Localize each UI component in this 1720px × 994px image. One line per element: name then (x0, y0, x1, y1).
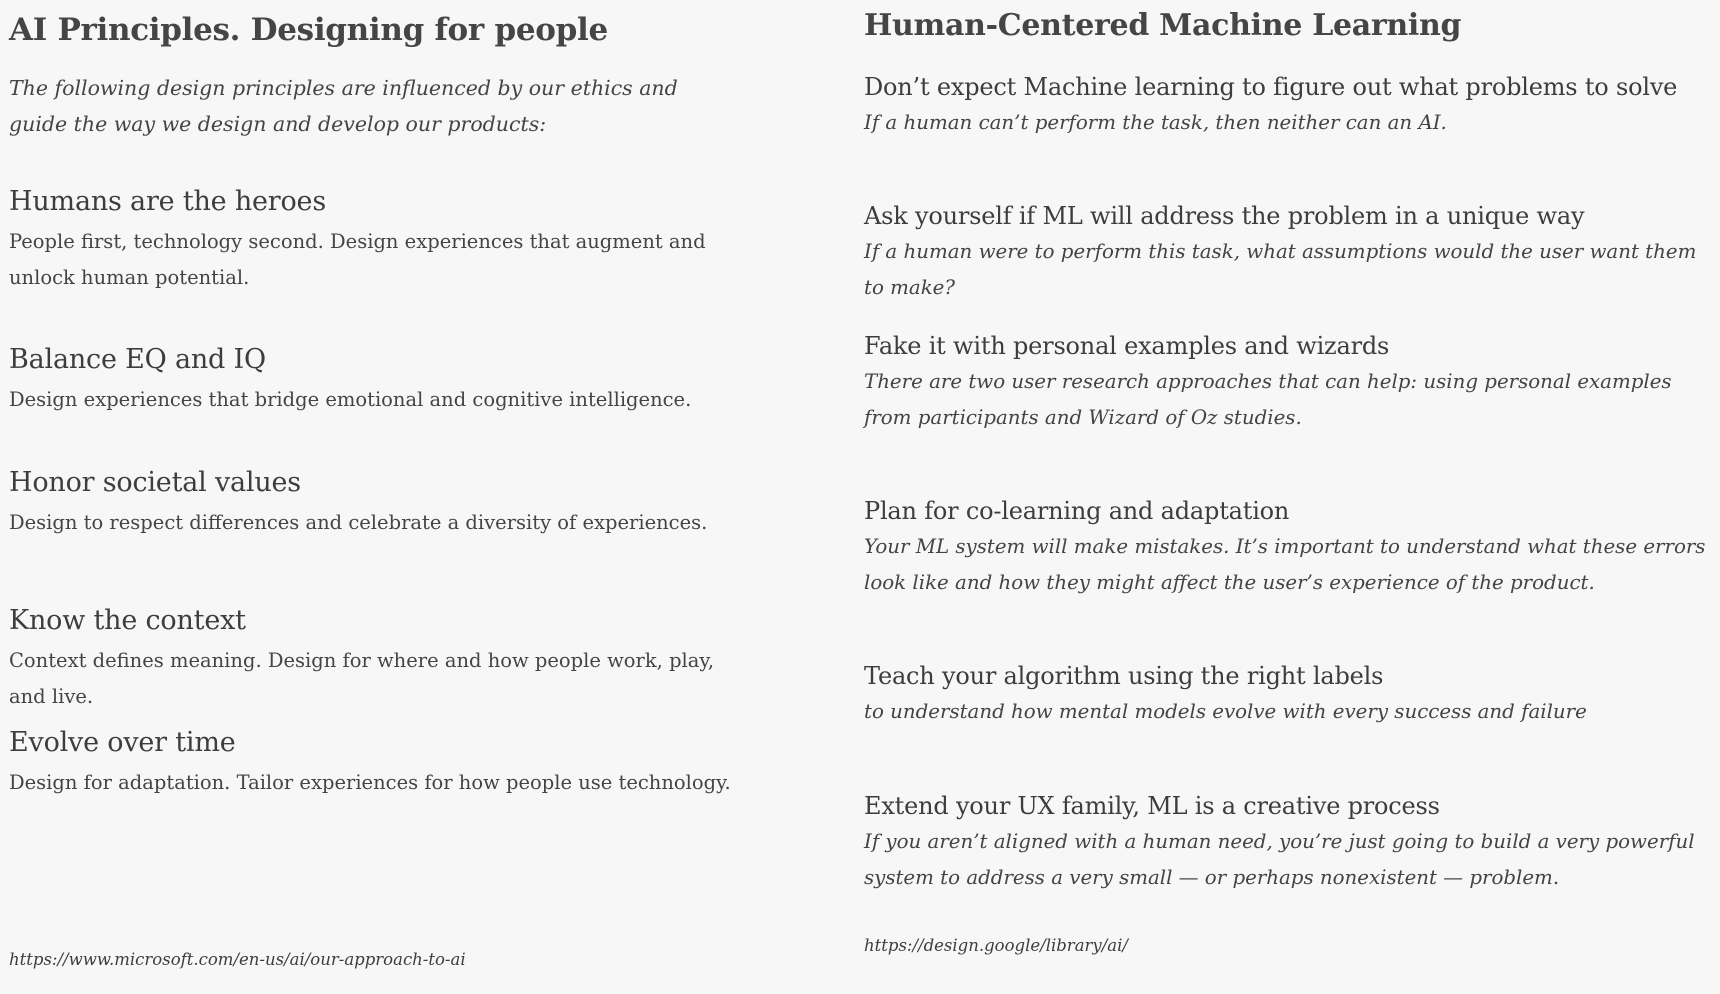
google-source-link[interactable]: https://design.google/library/ai/ (864, 936, 1128, 955)
microsoft-source-link[interactable]: https://www.microsoft.com/en-us/ai/our-approach-to-ai (9, 950, 466, 969)
principle-item (9, 725, 739, 801)
principle-heading: Evolve over time (9, 727, 236, 758)
principle-heading: Balance EQ and IQ (9, 344, 266, 375)
principle-body: There are two user research approaches that can help: using personal examples from participants and Wizard of Oz studies. (864, 370, 1672, 429)
principle-item (864, 328, 1714, 436)
principle-item (864, 658, 1714, 730)
principle-item (864, 493, 1714, 601)
principle-item (9, 603, 739, 715)
principle-heading: Humans are the heroes (9, 186, 326, 217)
left-title: AI Principles. Designing for people (9, 12, 608, 48)
principle-body: Design experiences that bridge emotional and cognitive intelligence. (9, 388, 692, 411)
principle-heading: Extend your UX family, ML is a creative process (864, 792, 1440, 820)
principle-item (9, 184, 739, 296)
principle-item (864, 69, 1714, 141)
principle-body: People first, technology second. Design experiences that augment and unlock human potential. (9, 230, 706, 289)
principle-body: Design for adaptation. Tailor experiences for how people use technology. (9, 771, 731, 794)
principle-heading: Don’t expect Machine learning to figure out what problems to solve (864, 73, 1678, 101)
principle-body: to understand how mental models evolve with every success and failure (864, 700, 1587, 723)
principle-heading: Honor societal values (9, 467, 301, 498)
principle-body: Context defines meaning. Design for where and how people work, play, and live. (9, 649, 715, 708)
principle-item (9, 465, 739, 541)
left-intro: The following design principles are influenced by our ethics and guide the way we design and develop our products: (9, 76, 678, 136)
principle-heading: Plan for co-learning and adaptation (864, 497, 1290, 525)
right-title: Human-Centered Machine Learning (864, 8, 1462, 43)
principle-body: Design to respect differences and celebrate a diversity of experiences. (9, 511, 708, 534)
principle-body: If a human can’t perform the task, then neither can an AI. (864, 111, 1447, 134)
principle-item (864, 788, 1714, 896)
principle-heading: Ask yourself if ML will address the problem in a unique way (864, 202, 1585, 230)
principle-item (864, 198, 1714, 306)
principle-heading: Teach your algorithm using the right labels (864, 662, 1384, 690)
principle-body: If a human were to perform this task, what assumptions would the user want them to make? (864, 240, 1697, 299)
principle-heading: Know the context (9, 605, 246, 636)
principle-heading: Fake it with personal examples and wizards (864, 332, 1390, 360)
principle-body: If you aren’t aligned with a human need, you’re just going to build a very powerful system to address a very small — or perhaps nonexistent — problem. (864, 830, 1695, 889)
principle-item (9, 342, 739, 418)
principle-body: Your ML system will make mistakes. It’s important to understand what these errors look like and how they might affect the user’s experience of the product. (864, 535, 1706, 594)
